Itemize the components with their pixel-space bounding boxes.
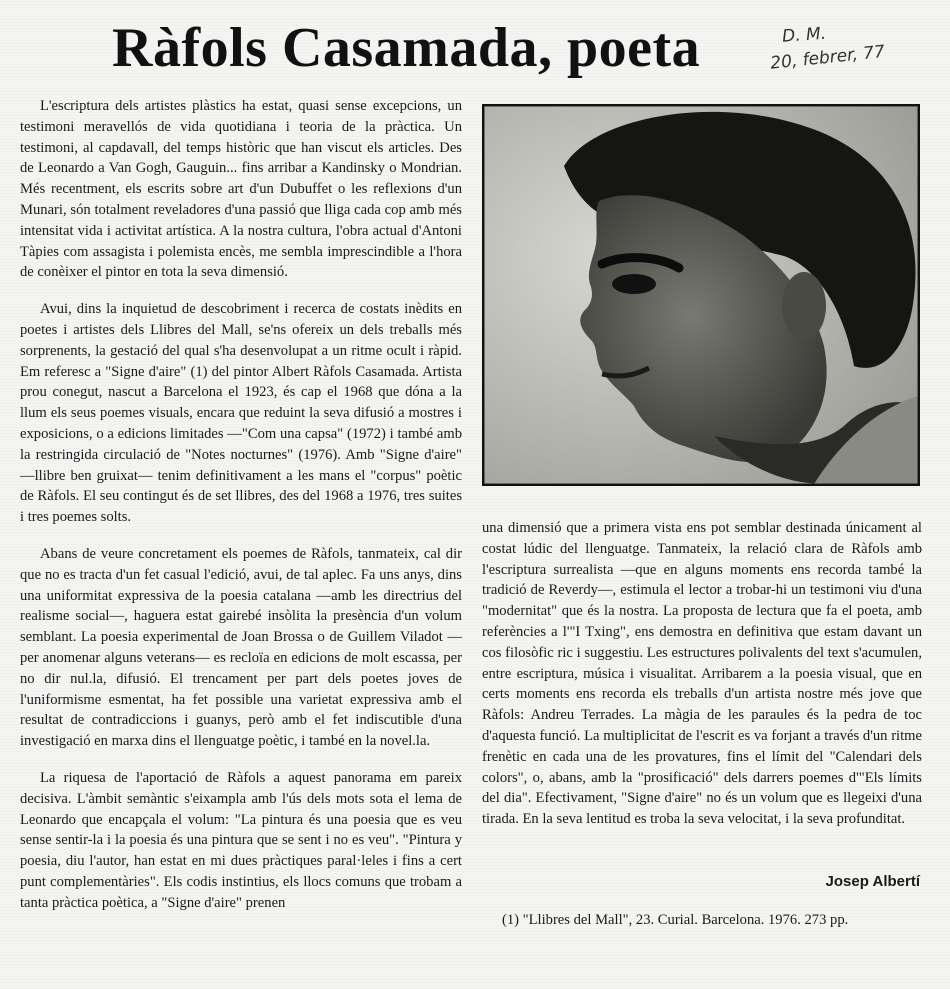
left-column <box>20 96 462 929</box>
paragraph-2: Avui, dins la inquietud de descobriment i recerca de costats inèdits en poetes i artistes dels Llibres del Mall, se'ns ofereix un dels treballs més sorprenents, la gestació del qual s'ha desenvolupat a un ritme ocult i ràpid. Em referesc a "Signe d'aire" (1) del pintor Albert Ràfols Casamada. Artista prou conegut, nascut a Barcelona el 1923, és cap el 1968 que dóna a la llum els seus poemes visuals, encara que reduint la seva difusió a mostres i exposicions, o a edicions limitades —"Com una capsa" (1972) i també amb la restringida circulació de "Notes nocturnes" (1976). Amb "Signe d'aire" —llibre ben gruixat— tenim definitivament a les mans el "corpus" poètic de Ràfols. El seu contingut és de set llibres, des del 1968 a 1976, tres suites i tres poemes solts. <box>20 301 462 526</box>
handwritten-note-line2: 20, febrer, 77 <box>769 41 886 74</box>
footnote: (1) "Llibres del Mall", 23. Curial. Barcelona. 1976. 273 pp. <box>502 912 849 928</box>
author-signature: Josep Albertí <box>825 873 920 890</box>
author-portrait-photo <box>482 104 920 486</box>
paragraph-4: La riquesa de l'aportació de Ràfols a aquest panorama em pareix decisiva. L'àmbit semàntic s'eixampla amb l'ús dels mots sota el lema de Leonardo que encapçala el volum: "La pintura és una poesia que es veu sense sentir-la i la poesia és una pintura que se sent i no es veu". "Pintura y poesia, diu l'autor, han estat en mi dues pràctiques paral·leles i fins a cert punt complementàries". Els codis instintius, els llocs comuns que trobam a tanta pràctica poètica, a "Signe d'aire" prenen <box>20 769 462 911</box>
paragraph-3: Abans de veure concretament els poemes de Ràfols, tanmateix, cal dir que no es tracta d'un fet casual l'edició, avui, de tal aplec. Fa uns anys, dins una uniformitat expressiva de la poesia catalana —amb les directrius del realisme social—, haguera estat gairebé insòlita la presència d'un volum semblant. La poesia experimental de Joan Brossa o de Guillem Viladot —per anomenar alguns veterans— es recloïa en edicions de molt escassa, per no dir nul.la, difusió. El trencament per part dels poetes joves de l'uniformisme esmentat, ha fet possible una varietat expressiva amb el resultat de contradiccions i guanys, però amb el fet indiscutible d'una investigació en marxa dins el llenguatge poètic, i també en la novel.la. <box>20 545 462 750</box>
handwritten-note <box>770 22 920 82</box>
portrait-image <box>484 106 918 484</box>
right-column <box>482 518 922 830</box>
article-title: Ràfols Casamada, poeta <box>112 17 701 79</box>
paragraph-continued: una dimensió que a primera vista ens pot semblar destinada únicament al costat lúdic del llenguatge. Tanmateix, la relació clara de Ràfols amb l'escriptura surrealista —que en alguns moments ens recorda també la tradició de Reverdy—, estimula el lector a trobar-hi un testimoni viu d'una "modernitat" que és la nostra. La proposta de lectura que fa el poeta, amb referències a l'"I Txing", ens demostra en definitiva que estam davant un cos filosòfic ric i suggestiu. Les estructures polivalents del text s'acumulen, entre escriptura, música i visualitat. Arribarem a la poesia visual, que en certs moments ens recorda els treballs d'un artista nostre més jove que Ràfols: Andreu Terrades. La màgia de les paraules és la pedra de toc d'aquesta funció. La multiplicitat de l'escrit es va forjant a través d'un ritme frenètic en cada una de les provatures, fins el límit del "Calendari dels colors", o, abans, amb la "prosificació" dels darrers poemes d'"Els límits del dia". Efectivament, "Signe d'aire" no és un volum que es llegeixi d'una tirada. En la seva lentitud es troba la seva velocitat, i la seva profunditat. <box>482 520 922 828</box>
paragraph-1: L'escriptura dels artistes plàstics ha estat, quasi sense excepcions, un testimoni meravellós de vida quotidiana i teoria de la pràctica. Un testimoni, al capdavall, del temps històric que han viscut els articles. Des de Leonardo a Van Gogh, Gauguin... fins arribar a Kandinsky o Mondrian. Més recentment, els escrits sobre art d'un Dubuffet o les reflexions d'un Munari, són totalment reveladores d'una passió que lliga cada cop amb més intensitat vida i activitat artística. A la nostra cultura, l'obra actual d'Antoni Tàpies com assagista i polemista encès, me sembla imprescindible a l'hora de conèixer el pintor en tota la seva dimensió. <box>20 98 462 281</box>
handwritten-note-line1: D. M. <box>781 23 827 47</box>
